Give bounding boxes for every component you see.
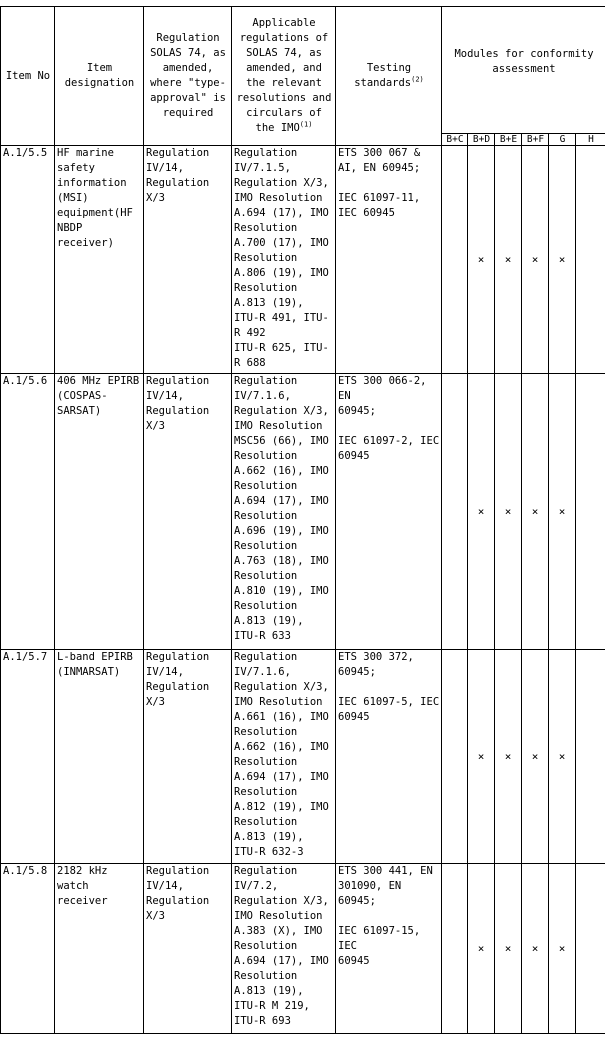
testing-standards: ETS 300 372, 60945; IEC 61097-5, IEC 60945 [336, 650, 442, 864]
module-col-be: B+E [495, 134, 522, 146]
regulation: Regulation IV/14, Regulation X/3 [144, 374, 232, 650]
module-mark: × [522, 864, 549, 1034]
module-mark [442, 864, 468, 1034]
regulation: Regulation IV/14, Regulation X/3 [144, 864, 232, 1034]
module-mark [576, 864, 605, 1034]
header-item-designation: Item designation [55, 7, 144, 146]
table-row [1, 864, 605, 1034]
item-designation: 406 MHz EPIRB (COSPAS-SARSAT) [55, 374, 144, 650]
module-col-h: H [576, 134, 605, 146]
module-col-bc: B+C [442, 134, 468, 146]
item-designation: HF marine safety information (MSI) equipment(HF NBDP receiver) [55, 146, 144, 374]
module-mark: × [468, 650, 495, 864]
header-regulation: Regulation SOLAS 74, as amended, where "type-approval" is required [144, 7, 232, 146]
module-mark: × [549, 374, 576, 650]
module-mark: × [549, 146, 576, 374]
module-mark [442, 146, 468, 374]
module-col-g: G [549, 134, 576, 146]
module-mark [576, 146, 605, 374]
module-mark: × [468, 146, 495, 374]
regulation: Regulation IV/14, Regulation X/3 [144, 146, 232, 374]
testing-standards: ETS 300 441, EN 301090, EN 60945; IEC 61097-15, IEC 60945 [336, 864, 442, 1034]
module-mark [442, 650, 468, 864]
testing-standards: ETS 300 067 & AI, EN 60945; IEC 61097-11, IEC 60945 [336, 146, 442, 374]
item-designation: L-band EPIRB (INMARSAT) [55, 650, 144, 864]
module-mark: × [468, 374, 495, 650]
module-mark: × [549, 864, 576, 1034]
module-mark [576, 650, 605, 864]
module-mark: × [495, 146, 522, 374]
testing-standards: ETS 300 066-2, EN 60945; IEC 61097-2, IEC 60945 [336, 374, 442, 650]
applicable-regulations: Regulation IV/7.1.6, Regulation X/3, IMO Resolution MSC56 (66), IMO Resolution A.662 (16), IMO Resolution A.694 (17), IMO Resolution A.696 (19), IMO Resolution A.763 (18), IMO Resolution A.810 (19), IMO Resolution A.813 (19), ITU-R 633 [232, 374, 336, 650]
item-no: A.1/5.8 [1, 864, 55, 1034]
module-mark: × [522, 146, 549, 374]
module-col-bd: B+D [468, 134, 495, 146]
header-testing-text: Testing standards$^{(2)}$ [354, 62, 424, 89]
item-no: A.1/5.7 [1, 650, 55, 864]
applicable-regulations: Regulation IV/7.2, Regulation X/3, IMO Resolution A.383 (X), IMO Resolution A.694 (17), IMO Resolution A.813 (19), ITU-R M 219, ITU-R 693 [232, 864, 336, 1034]
module-mark: × [522, 374, 549, 650]
module-mark [576, 374, 605, 650]
header-modules: Modules for conformity assessment [442, 7, 605, 134]
header-applicable-text: Applicable regulations of SOLAS 74, as amended, and the relevant resolutions and circulars of the IMO$^{(1)}$ [236, 17, 332, 134]
table-row [1, 374, 605, 650]
module-mark: × [468, 864, 495, 1034]
item-no: A.1/5.5 [1, 146, 55, 374]
module-mark: × [522, 650, 549, 864]
module-mark: × [549, 650, 576, 864]
module-mark: × [495, 374, 522, 650]
header-item-no: Item No [1, 7, 55, 146]
module-mark [442, 374, 468, 650]
module-col-bf: B+F [522, 134, 549, 146]
header-applicable-regulations [232, 7, 336, 146]
item-no: A.1/5.6 [1, 374, 55, 650]
table-row [1, 146, 605, 374]
module-mark: × [495, 650, 522, 864]
module-mark: × [495, 864, 522, 1034]
applicable-regulations: Regulation IV/7.1.6, Regulation X/3, IMO Resolution A.661 (16), IMO Resolution A.662 (16), IMO Resolution A.694 (17), IMO Resolution A.812 (19), IMO Resolution A.813 (19), ITU-R 632-3 [232, 650, 336, 864]
header-testing-standards [336, 7, 442, 146]
table-row [1, 650, 605, 864]
item-designation: 2182 kHz watch receiver [55, 864, 144, 1034]
applicable-regulations: Regulation IV/7.1.5, Regulation X/3, IMO Resolution A.694 (17), IMO Resolution A.700 (17), IMO Resolution A.806 (19), IMO Resolution A.813 (19), ITU-R 491, ITU-R 492 ITU-R 625, ITU-R 688 [232, 146, 336, 374]
regulation: Regulation IV/14, Regulation X/3 [144, 650, 232, 864]
conformity-assessment-table [0, 6, 605, 1034]
